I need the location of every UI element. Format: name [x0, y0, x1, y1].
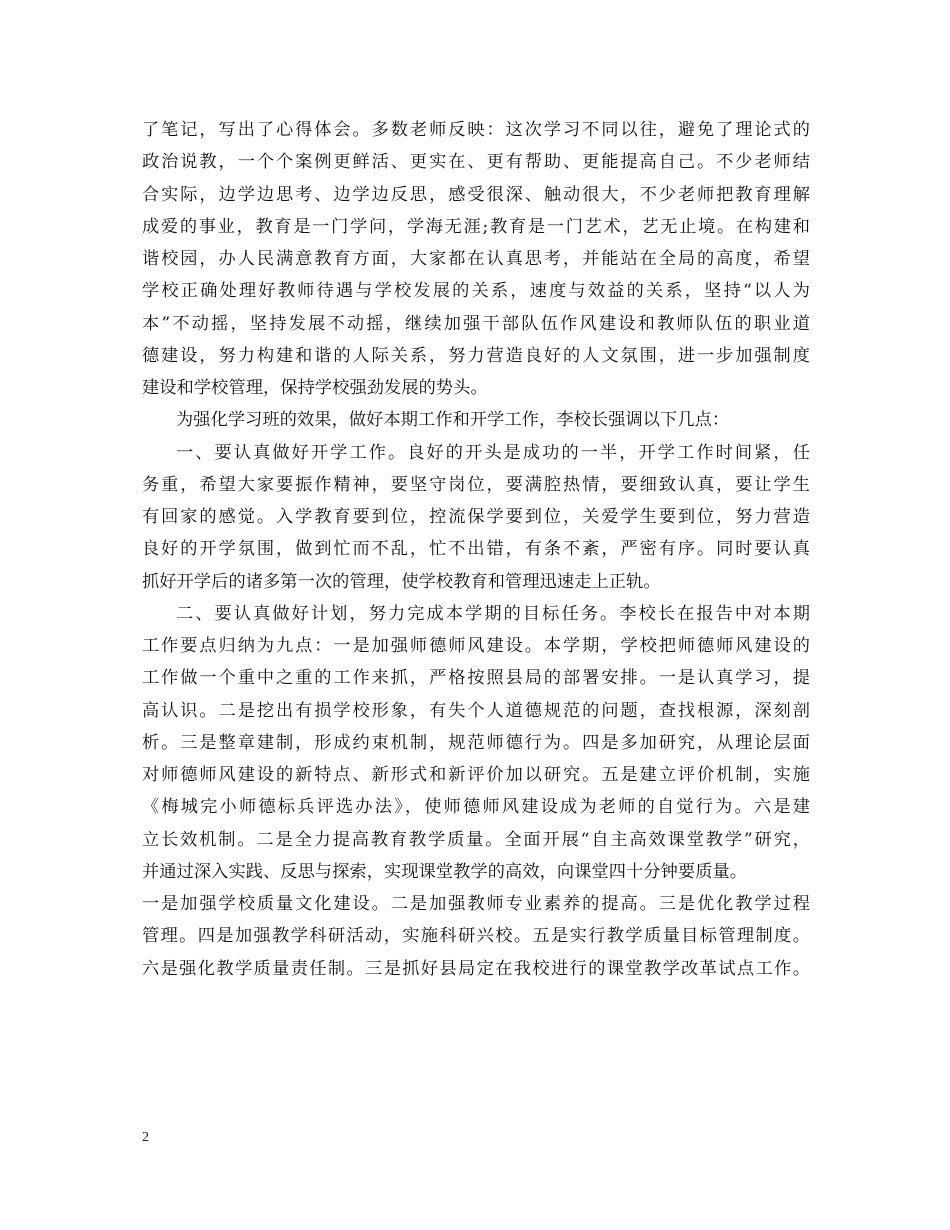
text-line: 二、要认真做好计划，努力完成本学期的目标任务。李校长在报告中对本期 [176, 603, 810, 624]
text-line: 高认识。二是挖出有损学校形象，有失个人道德规范的问题，查找根源，深刻剖 [142, 700, 810, 721]
text-line: 《梅城完小师德标兵评选办法》，使师德师风建设成为老师的自觉行为。六是建 [142, 797, 810, 818]
text-line: 良好的开学氛围，做到忙而不乱，忙不出错，有条不紊，严密有序。同时要认真 [142, 539, 810, 560]
document-body [142, 114, 810, 985]
text-line: 管理。四是加强教学科研活动，实施科研兴校。五是实行教学质量目标管理制度。 [142, 926, 810, 947]
text-line: 一、要认真做好开学工作。良好的开头是成功的一半，开学工作时间紧，任 [176, 442, 810, 463]
text-line: 立长效机制。二是全力提高教育教学质量。全面开展“自主高效课堂教学”研究， [142, 829, 810, 850]
text-line: 析。三是整章建制，形成约束机制，规范师德行为。四是多加研究，从理论层面 [142, 732, 810, 753]
text-line: 有回家的感觉。入学教育要到位，控流保学要到位，关爱学生要到位，努力营造 [142, 507, 810, 527]
page-number: 2 [142, 1130, 149, 1145]
text-line: 为强化学习班的效果，做好本期工作和开学工作，李校长强调以下几点： [176, 410, 730, 431]
text-line: 务重，希望大家要振作精神，要坚守岗位，要满腔热情，要细致认真，要让学生 [142, 474, 810, 495]
text-line: 抓好开学后的诸多第一次的管理，使学校教育和管理迅速走上正轨。 [142, 571, 661, 592]
text-line: 工作要点归纳为九点：一是加强师德师风建设。本学期，学校把师德师风建设的 [142, 636, 810, 656]
text-line: 合实际，边学边思考、边学边反思，感受很深、触动很大，不少老师把教育理解 [142, 184, 810, 205]
text-line: 政治说教，一个个案例更鲜活、更实在、更有帮助、更能提高自己。不少老师结 [142, 152, 810, 173]
text-line: 对师德师风建设的新特点、新形式和新评价加以研究。五是建立评价机制，实施 [142, 765, 810, 785]
text-line: 六是强化教学质量责任制。三是抓好县局定在我校进行的课堂教学改革试点工作。 [142, 958, 810, 979]
text-line: 并通过深入实践、反思与探索，实现课堂教学的高效，向课堂四十分钟要质量。 [142, 861, 748, 882]
text-line: 本”不动摇，坚持发展不动摇，继续加强干部队伍作风建设和教师队伍的职业道 [142, 313, 810, 334]
text-line: 工作做一个重中之重的工作来抓，严格按照县局的部署安排。一是认真学习，提 [142, 668, 810, 689]
text-line: 一是加强学校质量文化建设。二是加强教师专业素养的提高。三是优化教学过程 [142, 894, 810, 914]
text-line: 学校正确处理好教师待遇与学校发展的关系，速度与效益的关系，坚持“以人为 [142, 281, 810, 302]
text-line: 建设和学校管理，保持学校强劲发展的势头。 [142, 378, 488, 398]
text-line: 成爱的事业，教育是一门学问，学海无涯;教育是一门艺术，艺无止境。在构建和 [142, 216, 810, 237]
text-line: 了笔记，写出了心得体会。多数老师反映：这次学习不同以往，避免了理论式的 [142, 120, 810, 140]
text-line: 德建设，努力构建和谐的人际关系，努力营造良好的人文氛围，进一步加强制度 [142, 345, 810, 366]
text-line: 谐校园，办人民满意教育方面，大家都在认真思考，并能站在全局的高度，希望 [142, 249, 810, 269]
